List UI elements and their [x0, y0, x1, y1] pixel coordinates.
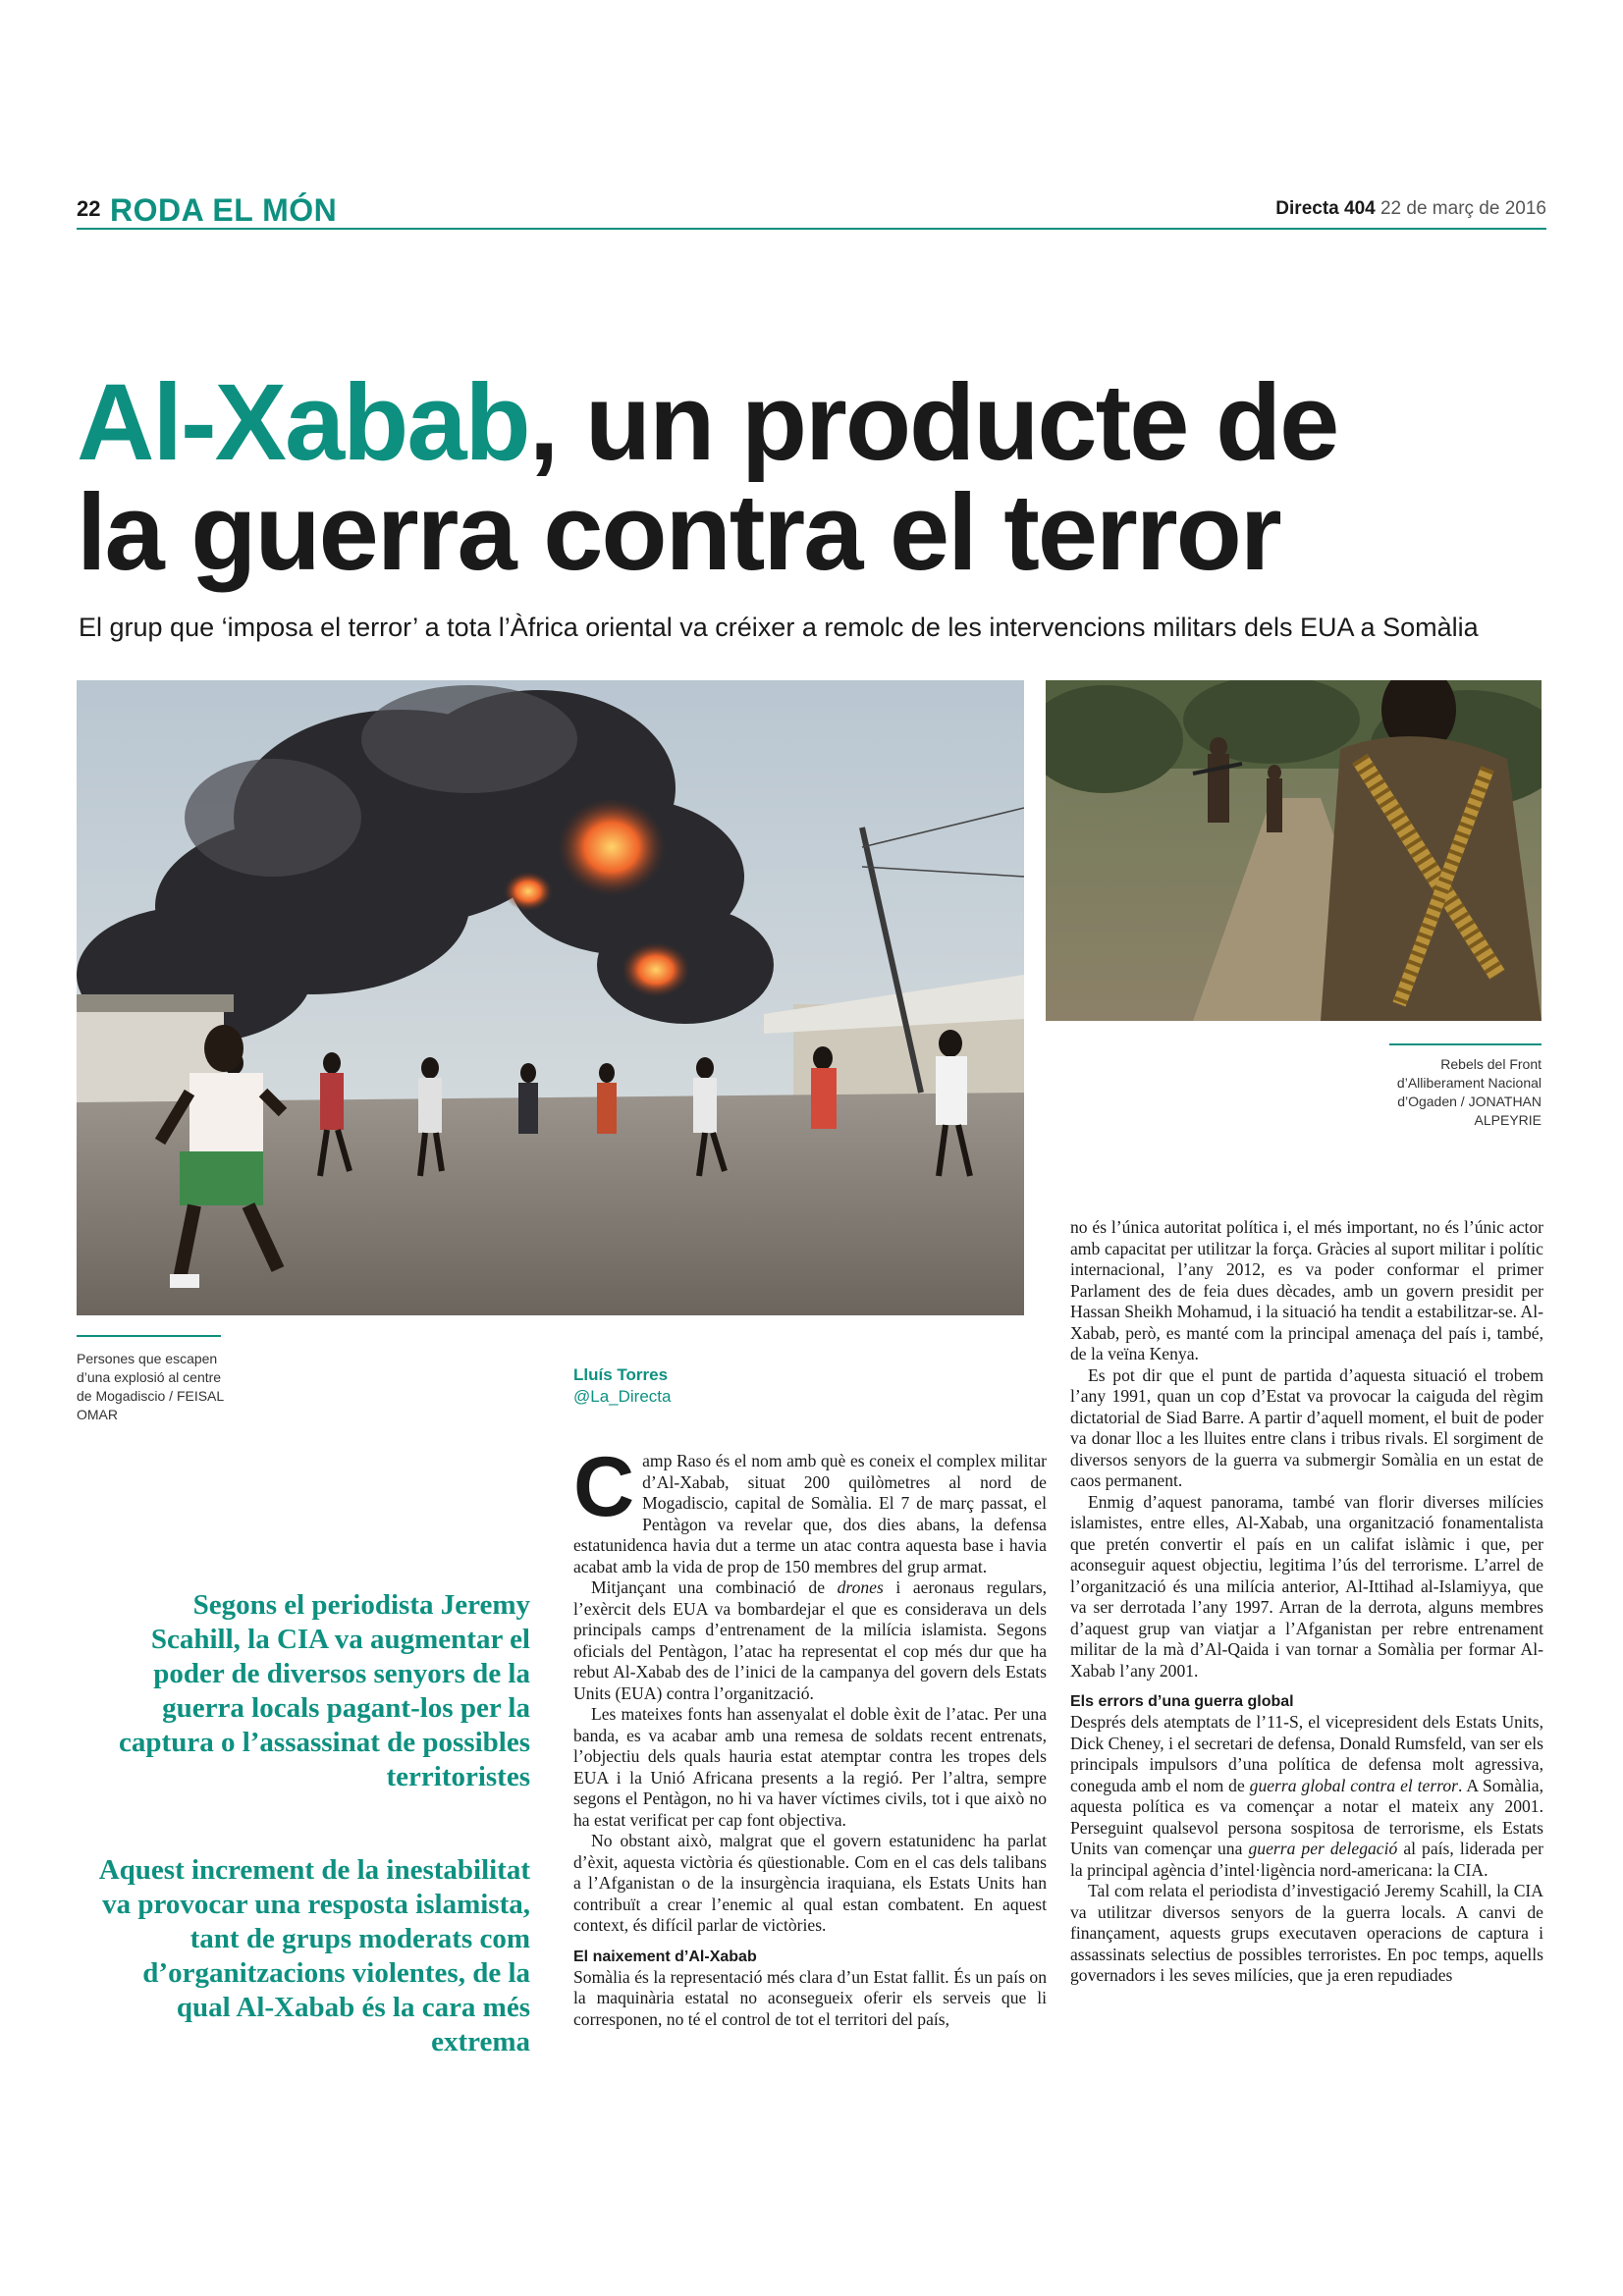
article-paragraph [1070, 1712, 1543, 1881]
article-paragraph: Es pot dir que el punt de partida d’aquesta situació el trobem l’any 1991, quan un cop d’Estat va provocar la caiguda del règim dictatorial de Siad Barre. A partir d’aquell moment, el buit de poder va donar lloc a les lluites entre clans i tribus rivals. El sorgiment de diversos senyors de la guerra va submergir Somàlia en un estat de caos permanent. [1070, 1364, 1543, 1490]
article-paragraph: No obstant això, malgrat que el govern estatunidenc ha parlat d’èxit, aquesta victòria és qüestionable. Com en el cas dels talibans a l’Afganistan o de la insurgència iraquiana, els Estats Units han contribuït a crear l’enemic al qual estan combatent. En aquest context, és difícil parlar de victòries. [573, 1831, 1047, 1935]
author-name: Lluís Torres [573, 1365, 669, 1384]
section-heading-1: El naixement d’Al-Xabab [573, 1948, 757, 1965]
headline-highlight: Al-Xabab [77, 362, 529, 483]
article-paragraph: Somàlia és la representació més clara d’un Estat fallit. És un país on la maquinària estatal no aconsegueix oferir els serveis que li corresponen, no té el control de tot el territori del país, [573, 1966, 1047, 2029]
paragraph-text: amp Raso és el nom amb què es coneix el complex militar d’Al-Xabab, situat 200 quilòmetres al nord de Mogadiscio, capital de Somàlia. El 7 de març passat, el Pentàgon va revelar que, dos dies abans, la defensa estatunidenca havia dut a terme un atac contra aquesta base i havia acabat amb la vida de prop de 150 membres del grup armat. [573, 1451, 1047, 1576]
paragraph-text: al país, liderada per la principal agència d’intel·ligència nord-americana: la CIA. [1070, 1839, 1543, 1880]
issue-info [1275, 198, 1546, 220]
headline-line1-rest: , un producte de [528, 362, 1338, 483]
main-photo-caption: Persones que escapen d’una explosió al centre de Mogadiscio / FEISAL OMAR [77, 1351, 224, 1422]
byline [573, 1364, 671, 1408]
paragraph-text: Mitjançant una combinació de [591, 1577, 838, 1597]
article-paragraph [573, 1577, 1047, 1704]
article-column-2 [1070, 1217, 1543, 1987]
pull-quote-1: Segons el periodista Jeremy Scahill, la CIA va augmentar el poder de diversos senyors de la guerra locals pagant-los per la captura o l’assassinat de possibles territoristes [119, 1589, 530, 1792]
section-title: RODA EL MÓN [110, 192, 338, 228]
side-caption-rule [1389, 1043, 1542, 1045]
article-paragraph: Tal com relata el periodista d’investigació Jeremy Scahill, la CIA va utilitzar diversos senyors de la guerra locals. A canvi de finançament, aquests grups executaven operacions de captura i assassinats selectius de possibles terroristes. En poc temps, aquells governadors i les seves milícies, que ja eren repudiades [1070, 1881, 1543, 1985]
article-paragraph [573, 1440, 1047, 1577]
paragraph-text: i aeronaus regulars, l’exèrcit dels EUA va bombardejar el que es considerava un dels principals camps d’entrenament de la milícia islamista. Segons oficials del Pentàgon, l’atac ha representat el cop més dur que ha rebut Al-Xabab des de l’inici de la campanya del govern dels Estats Units (EUA) contra l’organització. [573, 1577, 1047, 1703]
side-photo-caption: Rebels del Front d’Alliberament Nacional d’Ogaden / JONATHAN ALPEYRIE [1396, 1056, 1542, 1128]
header-divider [77, 228, 1546, 230]
paragraph-text: . A Somàlia, aquesta política es va començar a notar el mateix any 2001. Perseguint qualsevol persona sospitosa de terrorisme, els Estats Units van començar una [1070, 1775, 1543, 1858]
drop-cap: C [573, 1440, 635, 1534]
emphasis-text: guerra global contra el terror [1249, 1775, 1459, 1795]
article-paragraph: Enmig d’aquest panorama, també van florir diverses milícies islamistes, entre elles, Al-Xabab, una organització fonamentalista que pretén convertir el país en un califat islàmic i que, per aconseguir aquest objectiu, legitima l’ús del terrorisme. L’arrel de l’organització és una milícia anterior, Al-Ittihad al-Islamiyya, que va ser derrotada l’any 1997. Arran de la derrota, alguns membres d’aquest grup van viatjar a l’Afganistan per rebre entrenament militar de la mà d’Al-Qaida i van tornar a Somàlia per formar Al-Xabab l’any 2001. [1070, 1491, 1543, 1681]
paragraph-text: Després dels atemptats de l’11-S, el vicepresident dels Estats Units, Dick Cheney, i el secretari de defensa, Donald Rumsfeld, van ser els principals impulsors d’una política de defensa molt agressiva, coneguda amb el nom de [1070, 1712, 1543, 1795]
emphasis-text: guerra per delegació [1248, 1839, 1398, 1858]
side-photo-rebels [1046, 680, 1542, 1021]
emphasis-text: drones [837, 1577, 884, 1597]
subheadline: El grup que ‘imposa el terror’ a tota l’Àfrica oriental va créixer a remolc de les intervencions militars dels EUA a Somàlia [79, 613, 1479, 642]
section-heading-2: Els errors d’una guerra global [1070, 1693, 1294, 1710]
author-handle[interactable]: @La_Directa [573, 1387, 672, 1406]
article-column-1 [573, 1440, 1047, 2030]
publication-name: Directa 404 [1275, 198, 1376, 219]
issue-date: 22 de març de 2016 [1380, 198, 1546, 219]
article-paragraph: Les mateixes fonts han assenyalat el doble èxit de l’atac. Per una banda, es va acabar amb una remesa de soldats recent entrenats, l’objectiu dels quals hauria estat atemptar contra les tropes dels EUA i la Unió Africana presents a la regió. Per l’altra, sempre segons el Pentàgon, no hi va haver víctimes civils, tot i que això no ha estat verificat per cap font objectiva. [573, 1704, 1047, 1830]
headline-line2: la guerra contra el terror [77, 472, 1280, 593]
main-caption-rule [77, 1335, 221, 1337]
page-number: 22 [77, 196, 101, 221]
pull-quote-2: Aquest increment de la inestabilitat va provocar una resposta islamista, tant de grups moderats com d’organitzacions violentes, de la qual Al-Xabab és la cara més extrema [98, 1854, 530, 2057]
article-paragraph: no és l’única autoritat política i, el més important, no és l’únic actor amb capacitat per utilitzar la força. Gràcies al suport militar i polític internacional, l’any 2012, es va poder conformar el primer Parlament des de feia dues dècades, amb un govern presidit per Hassan Sheikh Mohamud, i la situació ha tendit a estabilitzar-se. Al-Xabab, però, es manté com la principal amenaça del país i, també, de la veïna Kenya. [1070, 1217, 1543, 1363]
main-photo-explosion [77, 680, 1024, 1315]
headline [77, 362, 1549, 593]
